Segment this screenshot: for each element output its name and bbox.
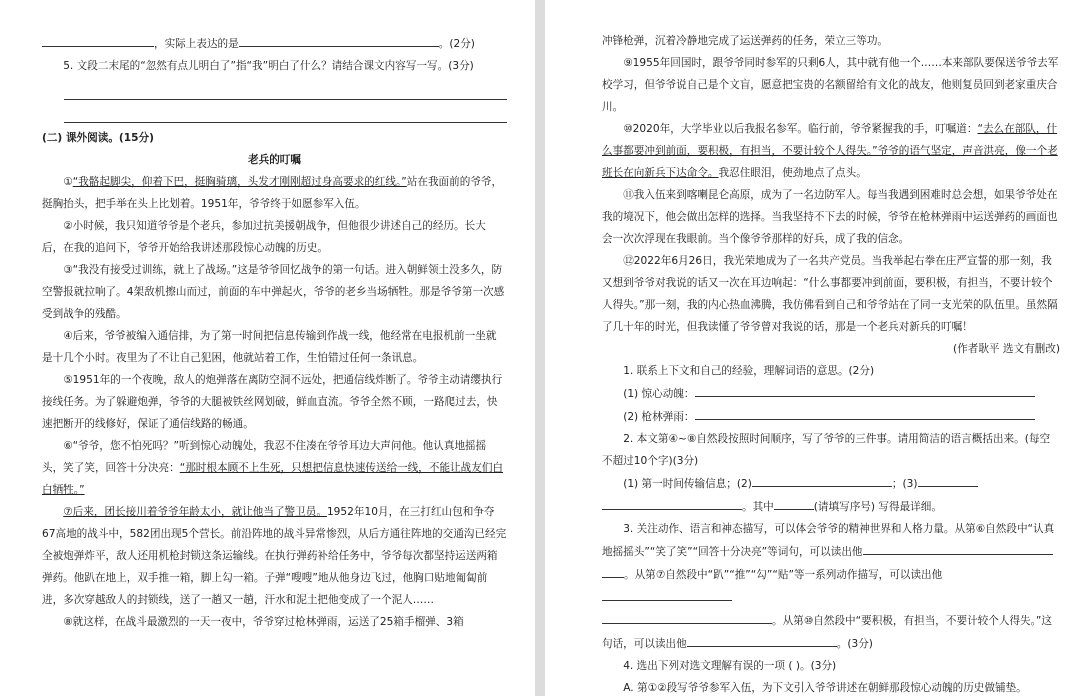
paragraph-9: ⑨1955年回国时，跟爷爷同时参军的只剩6人，其中就有他一个……本来部队要保送爷爷去军校学习，但爷爷说自己是个文盲，愿意把宝贵的名额留给有文化的战友，他则复员回到老家重庆合川。	[602, 57, 1059, 113]
paragraph-7: ⑦后来，团长接川着爷爷年龄太小，就让他当了警卫员。1952年10月，在三打红山包和争夺67高地的战斗中，582团出现5个营长。前沿阵地的战斗异常惨烈，从后方通往阵地的交通沟已经完全被炮弹炸平，敌人还用机枪封锁这条运输线。在执行弹药补给任务中，爷爷每次都坚持运送两箱弹药。他趴在地上，双手推一箱，脚上勾一箱。子弹“嗖嗖”地从他身边飞过，他胸口贴地匍匐前进，多次穿越敌人的封锁线，送了一趟又一趟，汗水和泥土把他变成了一个泥人……	[42, 506, 507, 606]
question-3-cont2: 。从第⑩自然段中“要积极，有担当，不要计较个人得失。”这句话，可以读出他 。(3分)	[602, 609, 1060, 655]
paragraph-3: ③“我没有接受过训练，就上了战场。”这是爷爷回忆战争的第一句话。进入朝鲜领土没多久，防空警报就拉响了。4架敌机擦山而过，前面的车中弹起火，爷爷的老乡当场牺牲。那是爷爷第一次感受到战争的残酷。	[42, 264, 505, 320]
page-gutter	[535, 0, 545, 696]
question-1: 1. 联系上下文和自己的经验，理解词语的意思。(2分)	[623, 365, 875, 377]
question-4-option-a: A. 第①②段写爷爷参军入伍，为下文引入爷爷讲述在朝鲜那段惊心动魄的历史做铺垫。	[623, 682, 1027, 694]
answer-blank[interactable]	[602, 563, 624, 578]
answer-blank[interactable]	[695, 405, 1035, 420]
answer-blank[interactable]	[695, 382, 1035, 397]
page-right	[545, 0, 1080, 696]
question-2: 2. 本文第④~⑧自然段按照时间顺序，写了爷爷的三件事。请用简洁的语言概括出来。(每空不超过10个字)(3分)	[602, 433, 1051, 467]
article-title: 老兵的叮嘱	[248, 154, 301, 166]
answer-line[interactable]	[64, 100, 507, 123]
answer-blank[interactable]	[774, 495, 814, 510]
question-1-item-1: (1) 惊心动魄：	[602, 382, 1060, 405]
answer-blank[interactable]	[602, 586, 732, 601]
answer-blank[interactable]	[602, 495, 742, 510]
answer-blank[interactable]	[918, 472, 978, 487]
paragraph-8: ⑧就这样，在战斗最激烈的一天一夜中，爷爷穿过枪林弹雨，运送了25箱手榴弹、3箱	[63, 616, 464, 628]
question-1-item-2: (2) 枪林弹雨：	[602, 405, 1060, 428]
answer-blank[interactable]	[687, 632, 837, 647]
paragraph-4: ④后来，爷爷被编入通信排，为了第一时间把信息传输到作战一线，他经常在电报机前一坐就是十几个小时。夜里为了不让自己犯困，他就站着工作，生怕错过任何一条讯息。	[42, 330, 497, 364]
paragraph-10: ⑩2020年，大学毕业以后我报名参军。临行前，爷爷紧握我的手，叮嘱道：“去么在部队，什么事都要冲到前面，要积极，有担当，不要计较个人得失。”爷爷的语气坚定，声音洪亮，像一个老班长在向新兵下达命令。我忍住眼泪，使劲地点了点头。	[602, 123, 1058, 179]
question-3: 3. 关注动作、语言和神态描写，可以体会爷爷的精神世界和人格力量。从第⑥自然段中“认真地摇摇头”“笑了笑”“回答十分决亮”等词句，可以读出他	[602, 523, 1055, 558]
question-4: 4. 选出下列对选文理解有误的一项 ( )。(3分)	[623, 660, 837, 672]
q4-line: ，实际上表达的是 。(2分)	[42, 32, 507, 55]
paragraph-5: ⑤1951年的一个夜晚，敌人的炮弹落在离防空洞不远处，把通信线炸断了。爷爷主动请缨执行接线任务。为了躲避炮弹，爷爷的大腿被铁丝网划破，鲜血直流。爷爷全然不顾，一路爬过去，快速把断开的线修好，保证了通信线路的畅通。	[42, 374, 503, 430]
answer-line[interactable]	[64, 77, 507, 100]
question-2-answers-cont: 。其中 (请填写序号) 写得最详细。	[602, 495, 1060, 518]
answer-blank[interactable]	[602, 609, 772, 624]
page-right-content	[602, 30, 1060, 696]
answer-blank[interactable]	[863, 540, 1053, 555]
source-note: (作者耿平 选文有删改)	[953, 343, 1060, 355]
paragraph-11: ⑪我入伍来到喀喇昆仑高原，成为了一名边防军人。每当我遇到困难时总会想，如果爷爷处在我的境况下，他会做出怎样的选择。当我坚持不下去的时候，爷爷在枪林弹雨中运送弹药的画面也会一次次浮现在我眼前。当个像爷爷那样的好兵，成了我的信念。	[602, 189, 1058, 245]
paragraph-6: ⑥“爷爷，您不怕死吗？”听到惊心动魄处，我忍不住凑在爷爷耳边大声问他。他认真地摇摇头，笑了笑，回答十分决亮：“那时根本顾不上生死，只想把信息快速传送给一线，不能让战友们白白牺牲。”	[42, 440, 504, 496]
answer-blank[interactable]	[239, 32, 439, 47]
question-3-cont: 。从第⑦自然段中“趴”“推”“勾”“贴”等一系列动作描写，可以读出他	[602, 563, 1060, 609]
question-2-answers: (1) 第一时间传输信息；(2) ；(3)	[602, 472, 1060, 495]
paragraph-2: ②小时候，我只知道爷爷是个老兵，参加过抗美援朝战争，但他很少讲述自己的经历。长大后，在我的追问下，爷爷开始给我讲述那段惊心动魄的历史。	[42, 220, 486, 254]
paragraph-1: ①“我骼起脚尖，仰着下巴，挺胸骑璃，头发才刚刚超过身高要求的红线。”站在我面前的爷爷，挺胸抬头，把手举在头上比划着。1951年，爷爷终于如愿参军入伍。	[42, 176, 503, 210]
paragraph-8-cont: 冲锋枪弹，沉着冷静地完成了运送弹药的任务，荣立三等功。	[602, 35, 889, 47]
q5-text: 5. 文段二末尾的“忽然有点儿明白了”指“我”明白了什么？请结合课文内容写一写。(3分)	[63, 60, 474, 72]
answer-blank[interactable]	[752, 472, 892, 487]
section-title: (二) 课外阅读。(15分)	[42, 132, 154, 144]
page-left-content	[42, 32, 507, 633]
page-left	[0, 0, 535, 696]
answer-blank[interactable]	[42, 32, 154, 47]
paragraph-12: ⑫2022年6月26日，我光荣地成为了一名共产党员。当我举起右拳在庄严宣誓的那一刻，我又想到爷爷对我说的话又一次在耳边响起：“什么事都要冲到前面，要积极，有担当，不要计较个人得失。”那一刻，我的内心热血沸腾，我仿佛看到自己和爷爷站在了同一支光荣的队伍里。虽然隔了几十年的时光，但我读懂了爷爷曾对我说的话，那是一个老兵对新兵的叮嘱！	[602, 255, 1058, 333]
